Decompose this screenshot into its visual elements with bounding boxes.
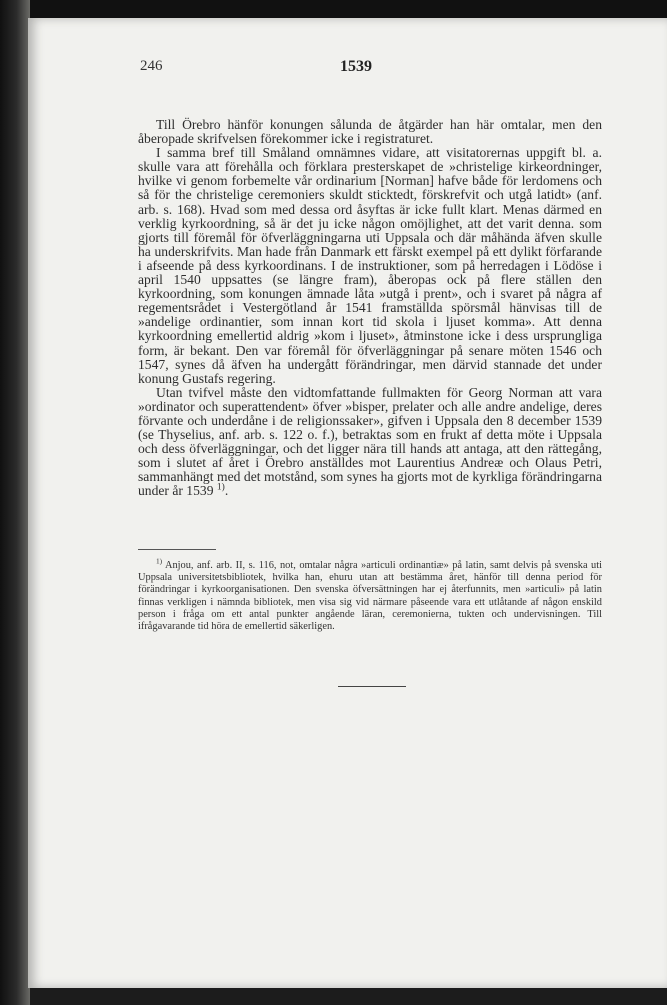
book-spine-shadow xyxy=(0,0,30,1005)
running-title: 1539 xyxy=(340,58,372,75)
paragraph: Utan tvifvel måste den vidtomfattande fullmakten för Georg Norman att vara »ordinator och superattendent» öfver »bisper, prelater och alle andre andelige, deres förvante och underdåne i de religionssaker», gifven i Uppsala den 8 december 1539 (se Thyselius, anf. arb. s. 122 o. f.), betraktas som en frukt af detta möte i Uppsala och dess öfverläggningar, och det ligger nära till hands att antaga, att den rättegång, som i slutet af året i Örebro anställdes mot Laurentius Andreæ och Olaus Petri, sammanhängt med det motstånd, som synes ha gjorts mot de kyrkliga förändringarna under år 1539 $^{1)}$. xyxy=(138,384,602,499)
page-header xyxy=(140,58,600,82)
paragraph-text: Utan tvifvel måste den vidtomfattande fullmakten för Georg Norman att vara »ordinator och superattendent» öfver »bisper, prelater och alle andre andelige, deres förvante och underdåne i de religionssaker», gifven i Uppsala den 8 december 1539 (se Thyselius, anf. arb. s. 122 o. f.), betraktas som en frukt af detta möte i Uppsala och dess öfverläggningar, och det ligger nära till hands att antaga, att den rättegång, som i slutet af året i Örebro anställdes mot Laurentius Andreæ och Olaus Petri, sammanhängt med det motstånd, som synes ha gjorts mot de kyrkliga förändringarna under år 1539 xyxy=(138,384,602,499)
paragraph: Till Örebro hänför konungen sålunda de åtgärder han här omtalar, men den åberopade skrifvelsen förekommer icke i registraturet. xyxy=(138,117,602,147)
section-end-rule xyxy=(338,686,406,687)
footnote-marker: 1) xyxy=(156,557,163,566)
paragraph: I samma bref till Småland omnämnes vidare, att visitatorernas uppgift bl. a. skulle vara att förehålla och förklara presterskapet de »christelige kirkeordninger, hvilke vi genom forbemelte vår ordinarium [Norman] hafve både för lerdomens och så för the christelige ceremoniers skuldt sticktedt, förskrefvit och utgå latidt» (anf. arb. s. 168). Hvad som med dessa ord åsyftas är icke fullt klart. Menas därmed en verklig kyrkoordning, så är det ju icke någon omöjlighet, att det varit denna. som gjorts till föremål för öfverläggningarna uti Uppsala och där måhända äfven skulle ha underskrifvits. Man hade från Danmark ett färskt exempel på ett dylikt förfarande i afseende på dess kyrkoordinans. I de instruktioner, som på herredagen i Lödöse i april 1540 uppsattes (se längre fram), åberopas ock på flere ställen den kyrkoordning, som konungen ämnade låta »utgå i prent», och i svaret på några af regementsrådet i Vestergötland år 1541 framställda spörsmål hänvisas till de »andelige ordinantier, som innan kort tid skola i ljuset komma». Att denna kyrkoordning emellertid aldrig »kom i ljuset», åtminstone icke i dess ursprungliga form, är bekant. Den var föremål för öfverläggningar på senare möten 1546 och 1547, synes då äfven ha undergått förändringar, men därvid stannade det under konung Gustafs regering. xyxy=(138,145,602,386)
main-text xyxy=(138,118,602,499)
page-number: 246 xyxy=(140,58,163,74)
footnote xyxy=(138,557,602,633)
footnote-text xyxy=(138,557,602,633)
footnote-reference: 1) xyxy=(216,482,225,493)
footnote-body: Anjou, anf. arb. II, s. 116, not, omtalar några »articuli ordinantiæ» på latin, samt delvis på svenska uti Uppsala universitetsbibliotek, hvilka han, ehuru utan att bestämma året, hänför till denna period för förändringar i kyrkoorganisationen. Den svenska öfversättningen har ej återfunnits, men »articuli» på latin finnas verkligen i nämnda bibliotek, men visa sig vid närmare påseende vara ett utlåtande af någon enskild person i fråga om ett antal punkter angående läran, ceremonierna, tukten och undervisningen. Till ifrågavarande tid höra de emellertid säkerligen. xyxy=(138,560,602,633)
footnote-separator xyxy=(138,549,216,550)
